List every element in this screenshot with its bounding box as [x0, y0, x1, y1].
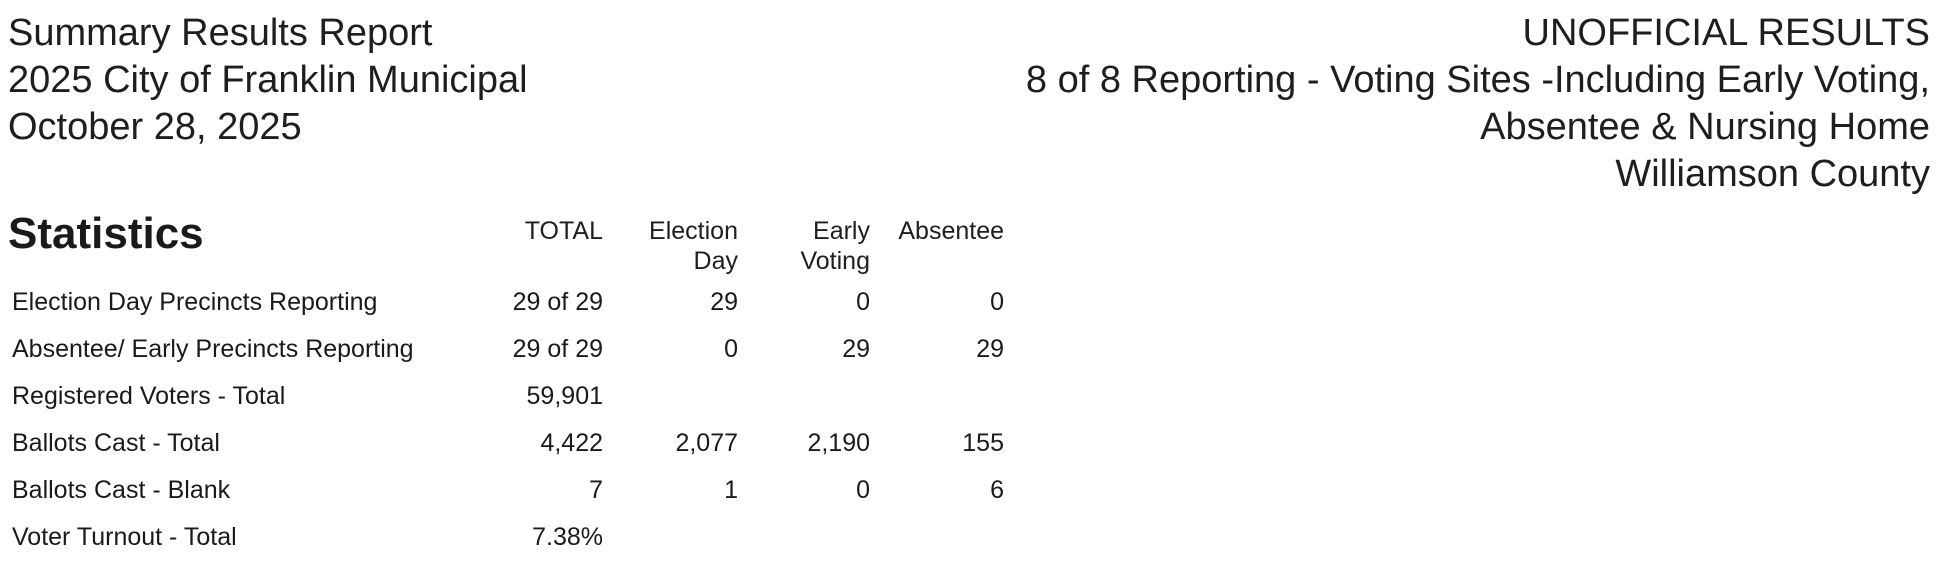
- report-title: Summary Results Report: [8, 12, 433, 54]
- cell-total: 59,901: [526, 382, 603, 410]
- reporting-status: 8 of 8 Reporting - Voting Sites -Including Early Voting,: [1025, 59, 1930, 101]
- row-label: Election Day Precincts Reporting: [12, 288, 378, 316]
- table-row: [0, 373, 1100, 419]
- cell-absentee: 155: [962, 429, 1004, 457]
- row-label: Ballots Cast - Total: [12, 429, 220, 457]
- row-label: Absentee/ Early Precincts Reporting: [12, 335, 414, 363]
- table-row: [0, 467, 1100, 513]
- column-header-early-voting: Early Voting: [800, 217, 870, 275]
- reporting-status-cont: Absentee & Nursing Home: [1480, 106, 1930, 148]
- cell-election-day: 2,077: [675, 429, 738, 457]
- column-header-total: TOTAL: [524, 217, 603, 245]
- cell-early-voting: 0: [856, 288, 870, 316]
- cell-absentee: 29: [976, 335, 1004, 363]
- cell-early-voting: 0: [856, 476, 870, 504]
- cell-early-voting: 29: [842, 335, 870, 363]
- table-row: [0, 279, 1100, 325]
- cell-absentee: 6: [990, 476, 1004, 504]
- cell-election-day: 1: [724, 476, 738, 504]
- report-header-left: [8, 10, 528, 151]
- cell-total: 7.38%: [532, 523, 603, 551]
- row-label: Ballots Cast - Blank: [12, 476, 231, 504]
- cell-total: 29 of 29: [512, 288, 603, 316]
- county-name: Williamson County: [1615, 153, 1930, 195]
- table-row: [0, 420, 1100, 466]
- table-row: [0, 326, 1100, 372]
- report-header-right: [1026, 10, 1930, 198]
- cell-total: 29 of 29: [512, 335, 603, 363]
- table-row: [0, 514, 1100, 560]
- cell-early-voting: 2,190: [807, 429, 870, 457]
- statistics-heading: Statistics: [8, 209, 204, 258]
- election-date: October 28, 2025: [8, 106, 302, 148]
- election-name: 2025 City of Franklin Municipal: [8, 59, 528, 101]
- cell-absentee: 0: [990, 288, 1004, 316]
- cell-election-day: 0: [724, 335, 738, 363]
- column-header-absentee: Absentee: [898, 217, 1004, 245]
- cell-election-day: 29: [710, 288, 738, 316]
- row-label: Registered Voters - Total: [12, 382, 286, 410]
- cell-total: 7: [589, 476, 603, 504]
- cell-total: 4,422: [540, 429, 603, 457]
- results-status: UNOFFICIAL RESULTS: [1522, 12, 1930, 54]
- row-label: Voter Turnout - Total: [12, 523, 237, 551]
- column-header-election-day: Election Day: [649, 217, 738, 275]
